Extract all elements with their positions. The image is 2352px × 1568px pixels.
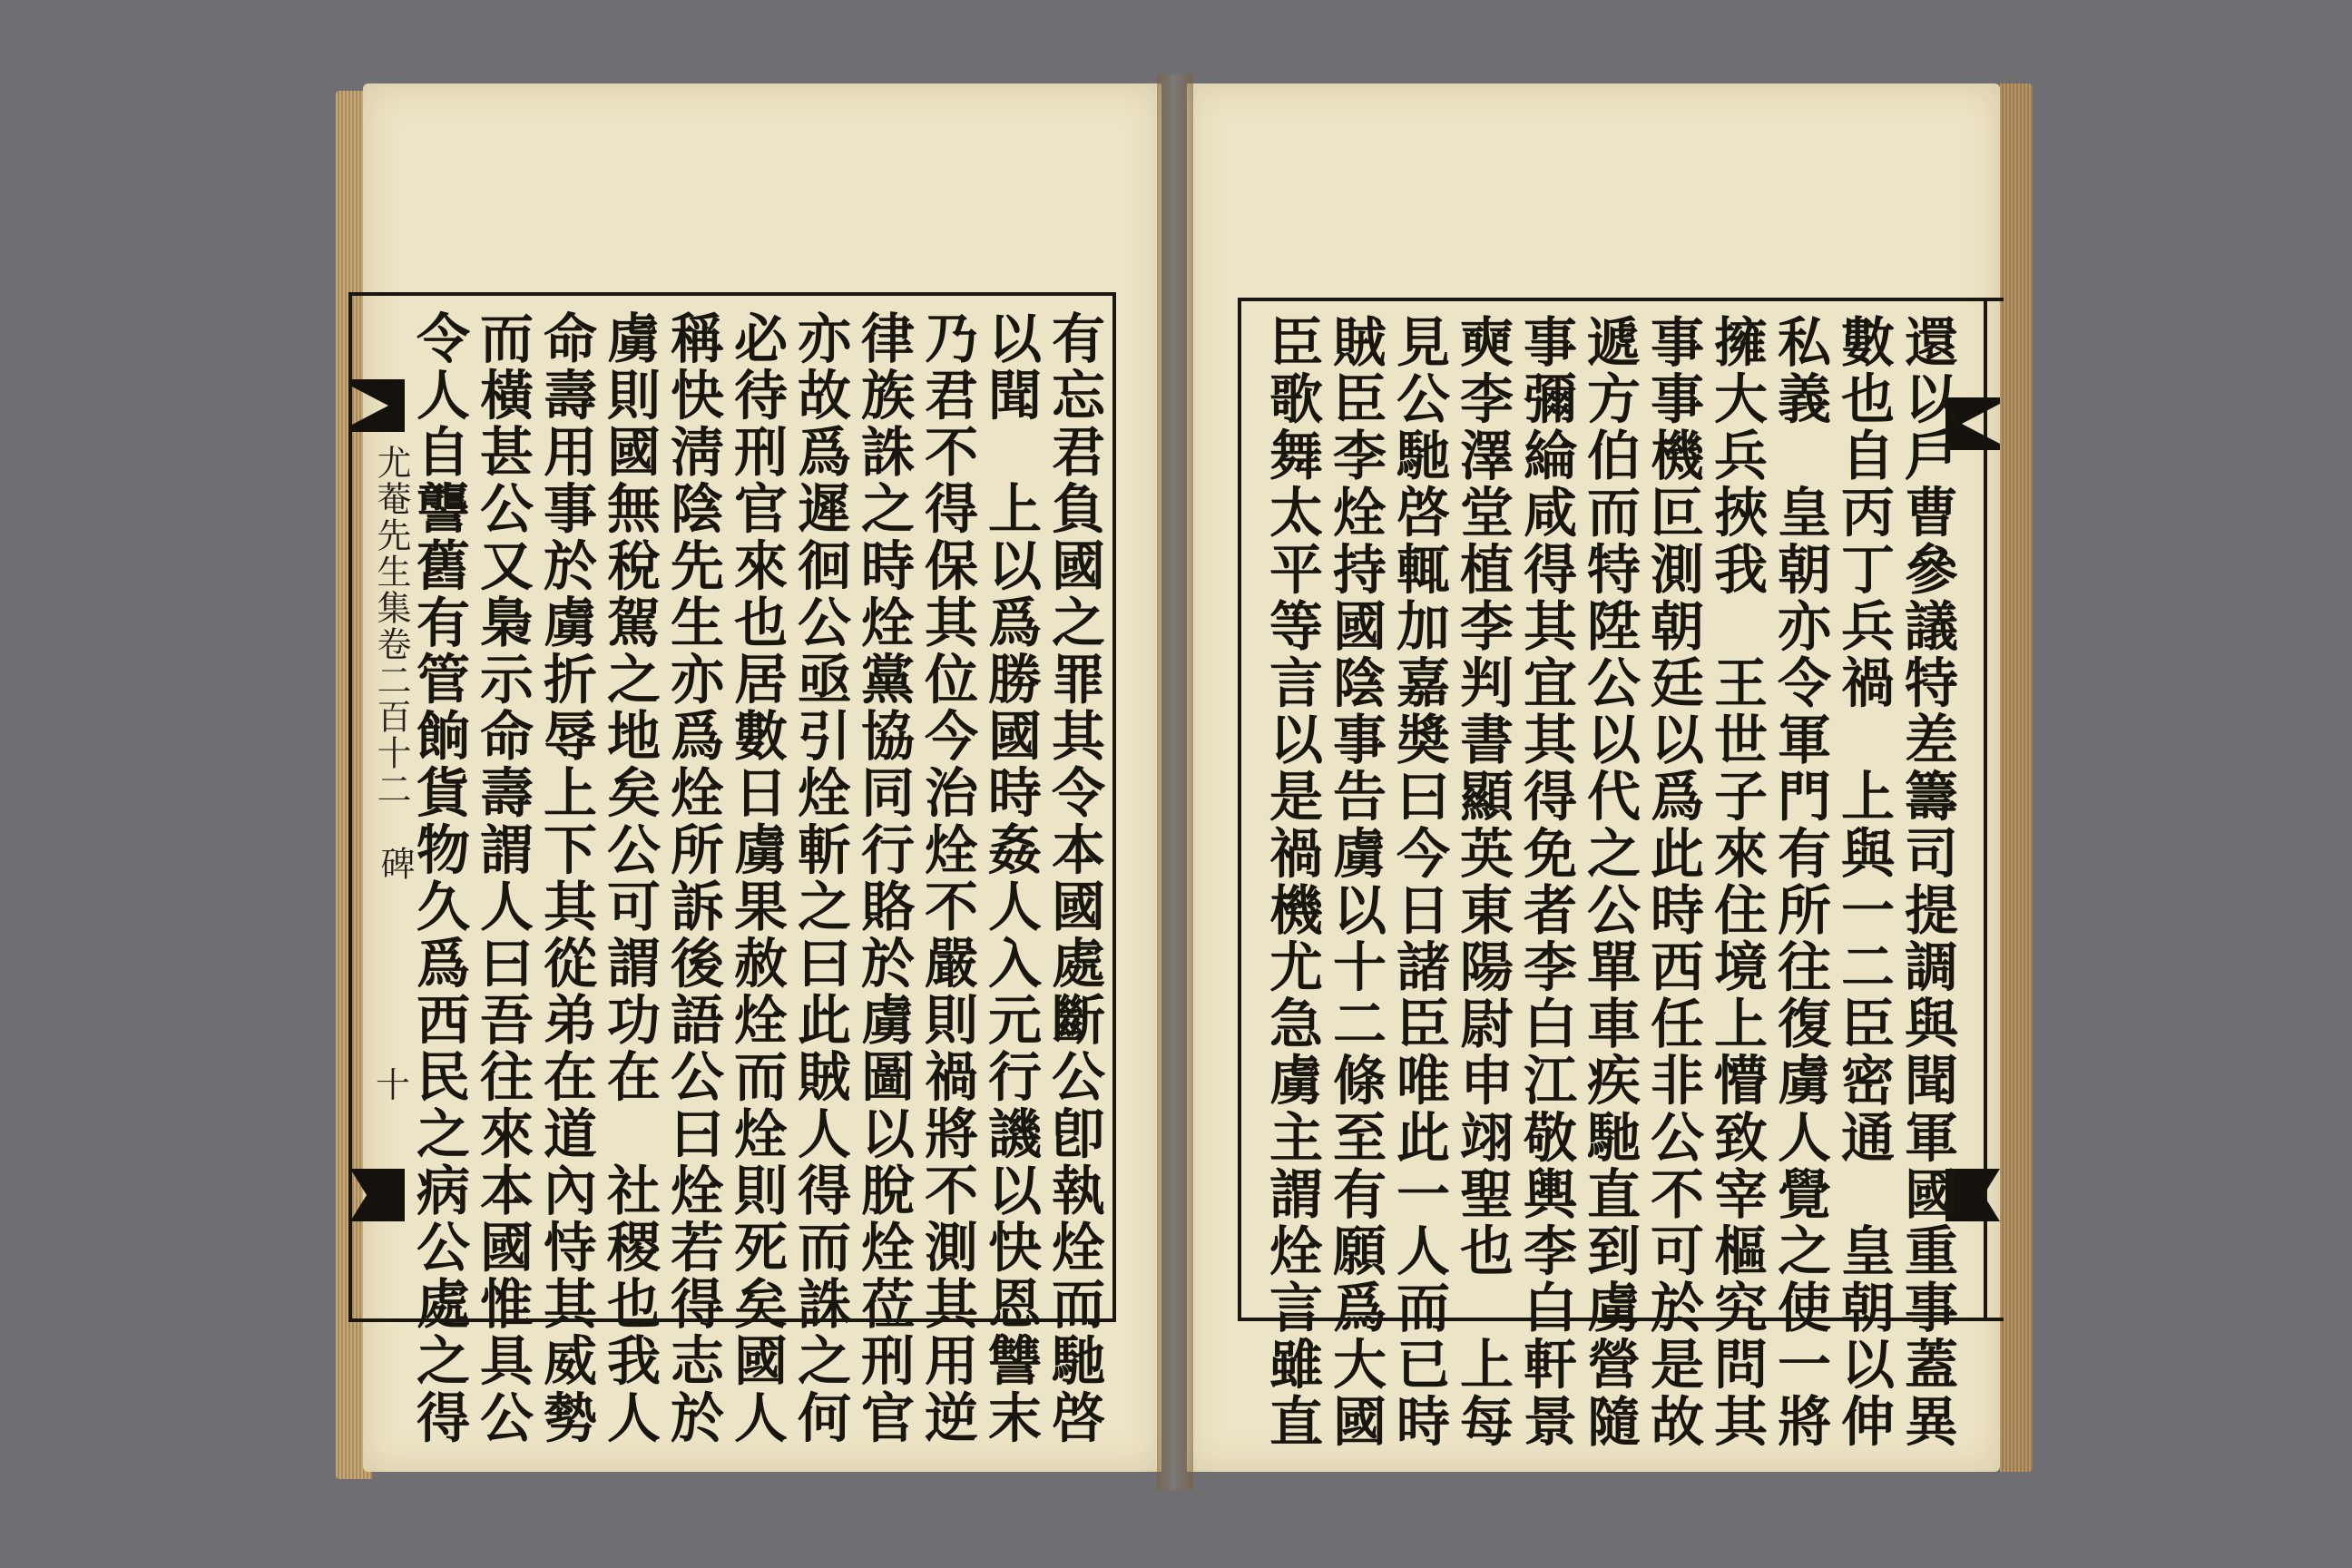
right-bottom-rule bbox=[1982, 1318, 2004, 1321]
right-page-edges bbox=[2000, 83, 2033, 1472]
left-column-5: 亦故爲遲徊公亟引烇斬之曰此賊人得而誅之何 bbox=[789, 310, 851, 1446]
right-column-10: 賊臣李烇持國陰事告虜以十二條至有願爲大國 bbox=[1324, 314, 1387, 1450]
right-center-rule bbox=[1984, 298, 1987, 1321]
right-column-2: 數也自丙丁兵禍 上與一二臣密通 皇朝以伸 bbox=[1832, 314, 1895, 1450]
left-column-10: 而橫甚公又梟示命壽謂人曰吾往來本國惟具公 bbox=[471, 310, 534, 1446]
left-column-11: 令人自讋舊有管餉貨物久爲西民之病公處之得 bbox=[407, 310, 470, 1446]
left-center-rule bbox=[348, 292, 352, 1322]
left-column-4: 律族誅之時烇黨協同行賂於虜圖以脫烇莅刑官 bbox=[852, 310, 915, 1446]
margin-section-label: 碑 bbox=[375, 846, 415, 882]
right-column-11: 臣歌舞太平等言以是禍機尤急虜主謂烇言雖直 bbox=[1260, 314, 1323, 1450]
left-column-2: 以聞 上以爲勝國時姦人入元行譏以快恩讐末 bbox=[979, 310, 1042, 1446]
left-column-3: 乃君不得保其位今治烇不嚴則禍將不測其用逆 bbox=[916, 310, 978, 1446]
right-column-5: 事事機叵測朝廷以爲此時西任非公不可於是故 bbox=[1642, 314, 1704, 1450]
margin-sheet-number: 十 bbox=[376, 1065, 411, 1105]
right-column-3: 私義 皇朝亦令軍門有所往復虜人覺之使一將 bbox=[1769, 314, 1831, 1450]
right-column-4: 擁大兵挾我 王世子來住境上懵致宰樞究問其 bbox=[1705, 314, 1768, 1450]
left-bottom-rule bbox=[348, 1318, 367, 1322]
right-top-rule bbox=[1982, 298, 2004, 301]
left-column-7: 稱快淸陰先生亦爲烇所訴後語公曰烇若得志於 bbox=[662, 310, 724, 1446]
right-column-8: 奭李澤堂植李判書顯英東陽尉申翊聖也 上每 bbox=[1451, 314, 1514, 1450]
left-column-9: 命壽用事於虜折辱上下其從弟在道內恃其威勢 bbox=[534, 310, 597, 1446]
right-column-6: 遞方伯而特陞公以代之公單車疾馳直到虜營隨 bbox=[1578, 314, 1641, 1450]
right-column-9: 見公馳啓輒加嘉奬曰今日諸臣唯此一人而已時 bbox=[1387, 314, 1450, 1450]
left-column-8: 虜則國無稅駕之地矣公可謂功在 社稷也我人 bbox=[598, 310, 661, 1446]
left-column-6: 必待刑官來也居數日虜果赦烇而烇則死矣國人 bbox=[725, 310, 788, 1446]
left-top-rule bbox=[348, 292, 367, 296]
margin-book-title: 尤菴先生集卷二百十二 bbox=[371, 445, 411, 808]
left-column-1: 有忘君負國之罪其令本國處斷公卽執烇而馳啓 bbox=[1043, 310, 1105, 1446]
book-gutter bbox=[1157, 74, 1193, 1490]
right-column-1: 還以戶曹參議特差籌司提調與聞軍國重事蓋異 bbox=[1896, 314, 1958, 1450]
right-column-7: 事彌綸咸得其宜其得免者李白江敬輿李白軒景 bbox=[1514, 314, 1577, 1450]
